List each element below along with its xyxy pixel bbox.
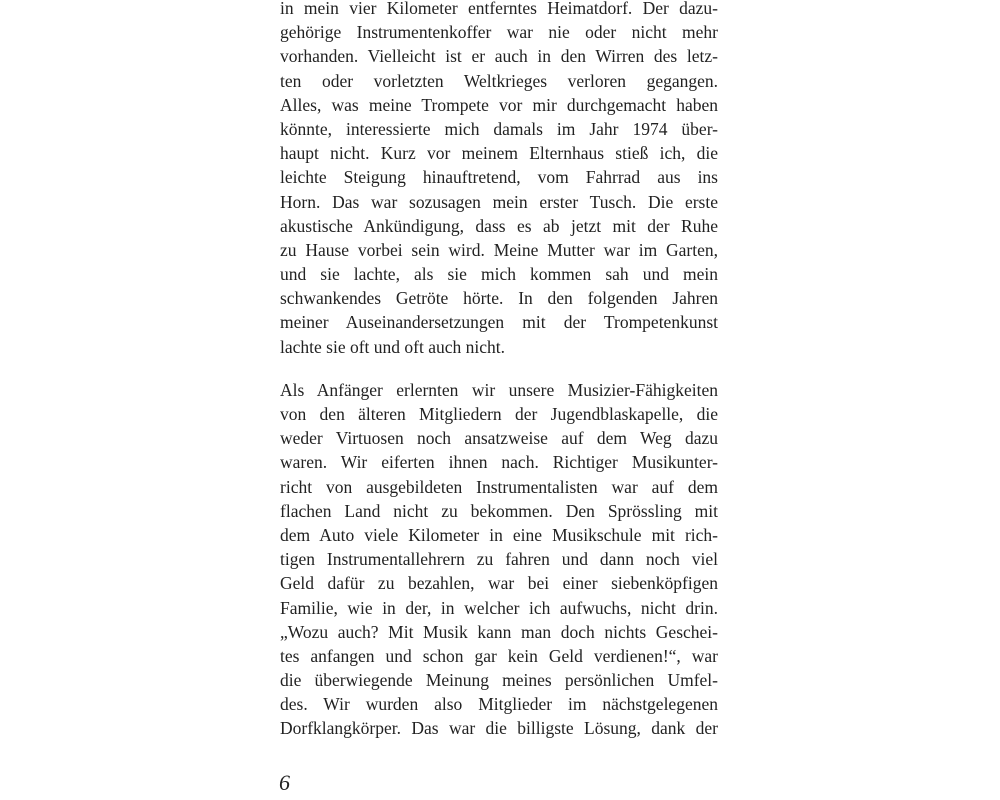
text-line: Dorfklangkörper. Das war die billigste Lösung, dank der bbox=[280, 718, 718, 739]
text-line: flachen Land nicht zu bekommen. Den Sprössling mit bbox=[280, 500, 718, 521]
text-block bbox=[280, 0, 718, 741]
text-line: waren. Wir eiferten ihnen nach. Richtiger Musikunter- bbox=[280, 452, 718, 473]
paragraph bbox=[280, 378, 718, 741]
text-line: Familie, wie in der, in welcher ich aufwuchs, nicht drin. bbox=[280, 597, 718, 618]
text-line: richt von ausgebildeten Instrumentalisten war auf dem bbox=[280, 476, 718, 497]
text-line: meiner Auseinandersetzungen mit der Trompetenkunst bbox=[280, 312, 718, 333]
text-line: des. Wir wurden also Mitglieder im nächstgelegenen bbox=[280, 694, 718, 715]
text-line: schwankendes Getröte hörte. In den folgenden Jahren bbox=[280, 288, 718, 309]
text-line: Horn. Das war sozusagen mein erster Tusch. Die erste bbox=[280, 191, 718, 212]
text-line: leichte Steigung hinauftretend, vom Fahrrad aus ins bbox=[280, 167, 718, 188]
text-line: Geld dafür zu bezahlen, war bei einer siebenköpfigen bbox=[280, 573, 718, 594]
text-line: tes anfangen und schon gar kein Geld verdienen!“, war bbox=[280, 645, 718, 666]
page-number: 6 bbox=[279, 770, 290, 795]
text-line: Alles, was meine Trompete vor mir durchgemacht haben bbox=[280, 94, 718, 115]
text-line: die überwiegende Meinung meines persönlichen Umfel- bbox=[280, 670, 718, 691]
text-line: Als Anfänger erlernten wir unsere Musizier-Fähigkeiten bbox=[280, 379, 718, 400]
text-line: „Wozu auch? Mit Musik kann man doch nichts Geschei- bbox=[280, 621, 718, 642]
text-line: ten oder vorletzten Weltkrieges verloren gegangen. bbox=[280, 70, 718, 91]
text-line: könnte, interessierte mich damals im Jahr 1974 über- bbox=[280, 118, 718, 139]
text-line: gehörige Instrumentenkoffer war nie oder nicht mehr bbox=[280, 22, 718, 43]
text-line: haupt nicht. Kurz vor meinem Elternhaus stieß ich, die bbox=[280, 143, 718, 164]
text-line: tigen Instrumentallehrern zu fahren und dann noch viel bbox=[280, 549, 718, 570]
text-line: akustische Ankündigung, dass es ab jetzt mit der Ruhe bbox=[280, 215, 718, 236]
text-line: von den älteren Mitgliedern der Jugendblaskapelle, die bbox=[280, 404, 718, 424]
paragraph bbox=[280, 0, 718, 359]
text-line: und sie lachte, als sie mich kommen sah und mein bbox=[280, 264, 718, 285]
text-line: dem Auto viele Kilometer in eine Musikschule mit rich- bbox=[280, 524, 718, 545]
text-line: in mein vier Kilometer entferntes Heimatdorf. Der dazu- bbox=[280, 0, 718, 18]
text-line: vorhanden. Vielleicht ist er auch in den Wirren des letz- bbox=[280, 46, 718, 67]
text-line: weder Virtuosen noch ansatzweise auf dem Weg dazu bbox=[280, 428, 718, 449]
text-line: zu Hause vorbei sein wird. Meine Mutter war im Garten, bbox=[280, 239, 718, 260]
text-line: lachte sie oft und oft auch nicht. bbox=[280, 336, 505, 357]
